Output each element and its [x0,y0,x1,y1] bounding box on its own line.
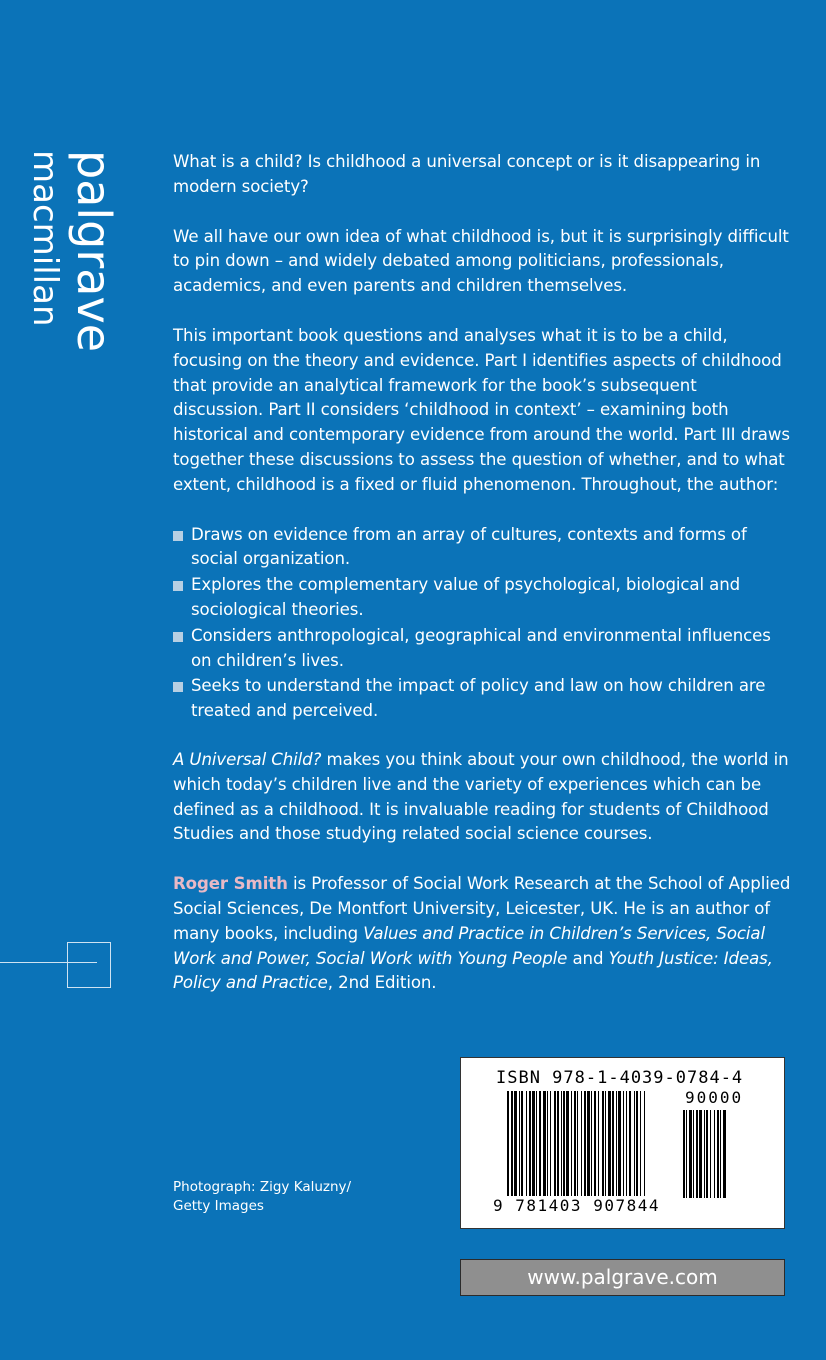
square-bullet-icon [173,531,183,541]
publisher-logo [25,150,121,352]
addon-barcode-icon [683,1110,753,1200]
paragraph-debate: We all have our own idea of what childhood is, but it is surprisingly difficult to pin down – and widely debated among politicians, professionals, academics, and even parents and children themselves. [173,226,789,296]
author-books: Values and Practice in Children’s Services, Social Work and Power, Social Work with Young People [173,923,766,968]
price-code: 90000 [685,1088,744,1107]
photo-credit: Photograph: Zigy Kaluzny/ Getty Images [173,1179,352,1214]
ean-digits: 9 781403 907844 [493,1196,660,1215]
paragraph-book-outline: This important book questions and analyses what it is to be a child, focusing on the theory and evidence. Part I identifies aspects of childhood that provide an analytical framework for the book’s subsequent discussion. Part II considers ‘childhood in context’ – examining both historical and contemporary evidence from around the world. Part III draws together these discussions to assess the question of whether, and to what extent, childhood is a fixed or fluid phenomenon. Throughout, the author: [173,325,790,494]
logo-palgrave: palgrave [67,150,121,352]
list-item: Considers anthropological, geographical and environmental influences on children’s lives. [173,624,791,674]
publisher-logo-wordmark [25,150,121,352]
author-book-last: Youth Justice: Ideas, Policy and Practice [173,948,773,993]
decorative-square [67,942,111,988]
isbn-number: ISBN 978-1-4039-0784-4 [496,1068,744,1088]
square-bullet-icon [173,682,183,692]
isbn-barcode [460,1057,785,1229]
list-item: Explores the complementary value of psychological, biological and sociological theories. [173,573,791,623]
feature-list [173,523,791,724]
list-item: Seeks to understand the impact of policy and law on how children are treated and perceived. [173,674,791,724]
square-bullet-icon [173,581,183,591]
book-title: A Universal Child? [173,749,322,769]
intro-paragraph: What is a child? Is childhood a universal concept or is it disappearing in modern society? [173,152,761,196]
back-cover-text [173,150,791,1021]
list-item: Draws on evidence from an array of cultures, contexts and forms of social organization. [173,523,791,573]
square-bullet-icon [173,632,183,642]
author-name: Roger Smith [173,874,288,894]
author-bio: Roger Smith is Professor of Social Work Research at the School of Applied Social Sciences, De Montfort University, Leicester, UK. He is an author of many books, including Values and Practice in Children’s Services, Social Work and Power, Social Work with Young People and Youth Justice: Ideas, Policy and Practice, 2nd Edition. [173,874,791,993]
summary-paragraph: A Universal Child? makes you think about your own childhood, the world in which today’s children live and the variety of experiences which can be defined as a childhood. It is invaluable reading for students of Childhood Studies and those studying related social science courses. [173,749,789,844]
logo-macmillan: macmillan [25,150,65,327]
website-url[interactable]: www.palgrave.com [460,1259,785,1296]
